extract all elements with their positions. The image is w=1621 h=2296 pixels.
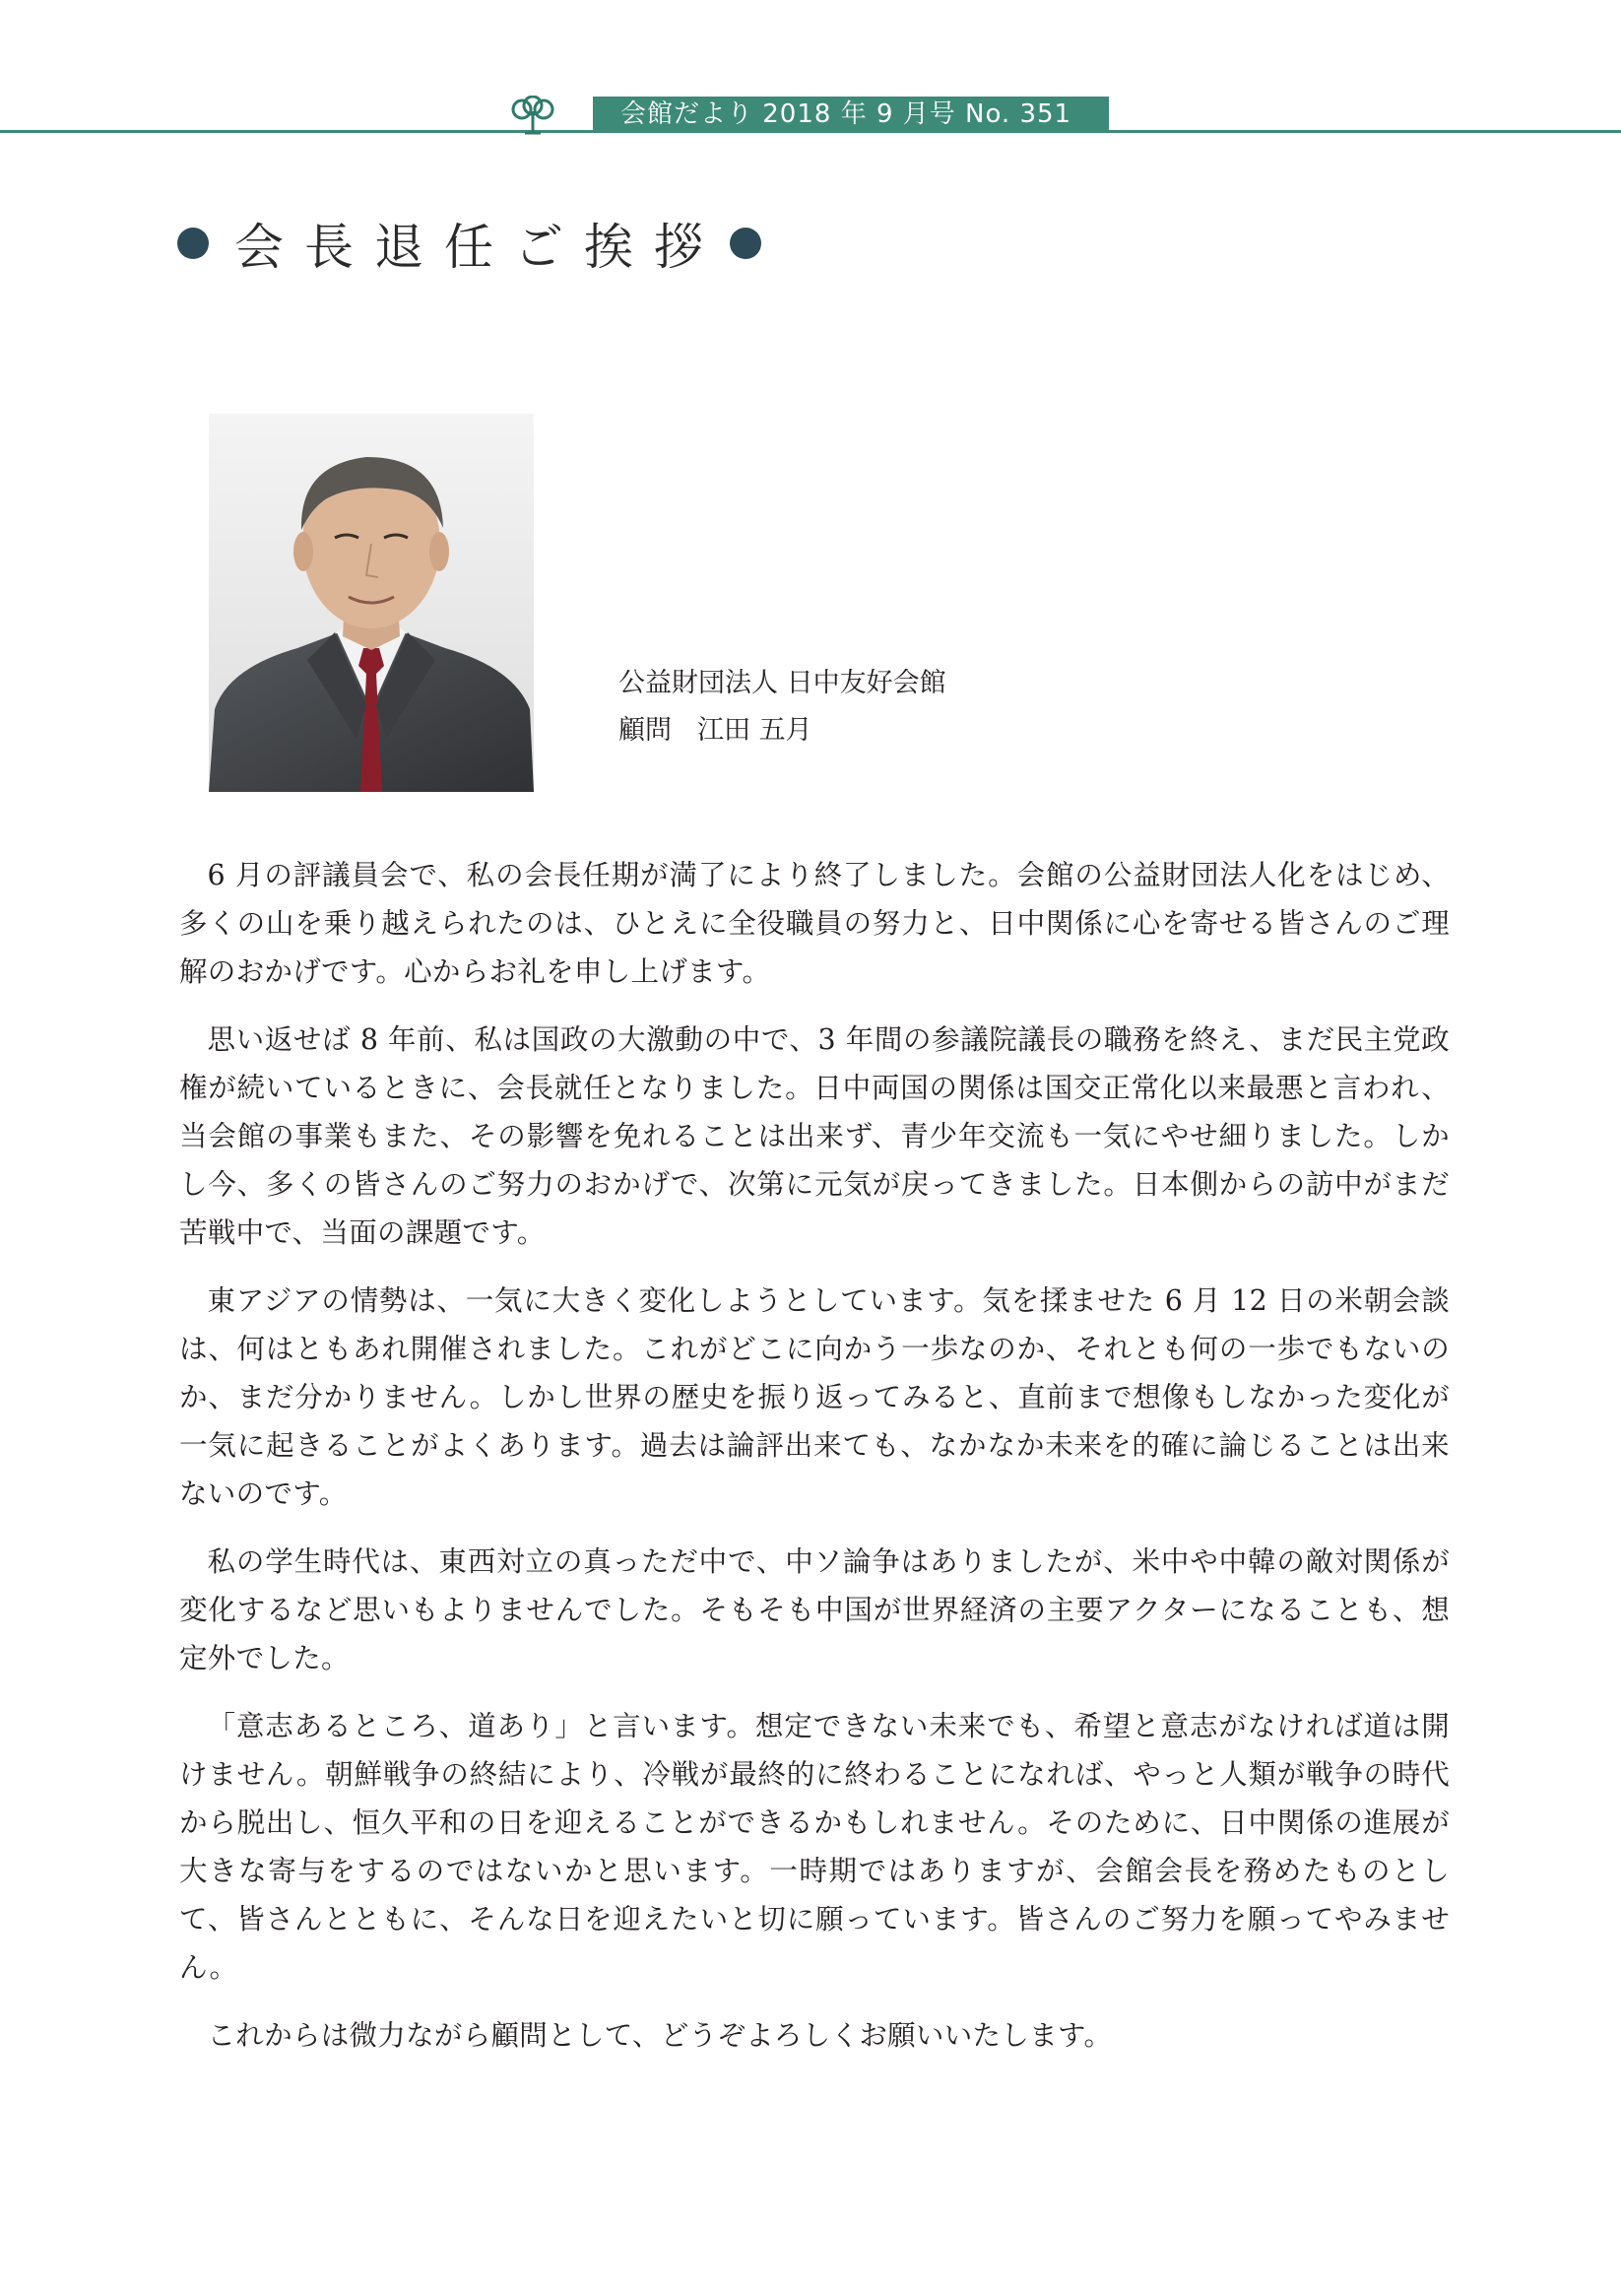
title-bullet-left xyxy=(177,228,209,259)
tree-logo-icon xyxy=(510,96,555,135)
author-role: 顧問 xyxy=(618,715,672,746)
article-paragraph: 6 月の評議員会で、私の会長任期が満了により終了しました。会館の公益財団法人化をはじめ、多くの山を乗り越えられたのは、ひとえに全役職員の努力と、日中関係に心を寄せる皆さんのご理解のおかげです。心からお礼を申し上げます。 xyxy=(179,859,1450,988)
page-title-text: 会長退任ご挨拶 xyxy=(234,219,724,276)
article-paragraph: 私の学生時代は、東西対立の真っただ中で、中ソ論争はありましたが、米中や中韓の敵対関係が変化するなど思いもよりませんでした。そもそも中国が世界経済の主要アクターになることも、想定外でした。 xyxy=(179,1545,1450,1674)
article-paragraph: 思い返せば 8 年前、私は国政の大激動の中で、3 年間の参議院議長の職務を終え、まだ民主党政権が続いているときに、会長就任となりました。日中両国の関係は国交正常化以来最悪と言われ、当会館の事業もまた、その影響を免れることは出来ず、青少年交流も一気にやせ細りました。しかし今、多くの皆さんのご努力のおかげで、次第に元気が戻ってきました。日本側からの訪中がまだ苦戦中で、当面の課題です。 xyxy=(179,1023,1450,1249)
author-role-name xyxy=(618,707,946,754)
author-name: 江田 五月 xyxy=(697,715,812,746)
article-body xyxy=(179,851,1450,2079)
page-title xyxy=(177,209,761,278)
author-byline xyxy=(618,660,946,754)
portrait-photo xyxy=(209,414,534,792)
article-paragraph: これからは微力ながら顧問として、どうぞよろしくお願いいたします。 xyxy=(207,2019,1113,2052)
article-paragraph: 「意志あるところ、道あり」と言います。想定できない未来でも、希望と意志がなければ道は開けません。朝鮮戦争の終結により、冷戦が最終的に終わることになれば、やっと人類が戦争の時代から脱出し、恒久平和の日を迎えることができるかもしれません。そのために、日中関係の進展が大きな寄与をするのではないかと思います。一時期ではありますが、会館会長を務めたものとして、皆さんとともに、そんな日を迎えたいと切に願っています。皆さんのご努力を願ってやみません。 xyxy=(179,1710,1450,1984)
title-bullet-right xyxy=(730,228,761,259)
author-organization: 公益財団法人 日中友好会館 xyxy=(618,668,946,698)
newsletter-issue-banner: 会館だより 2018 年 9 月号 No. 351 xyxy=(593,97,1109,133)
article-paragraph: 東アジアの情勢は、一気に大きく変化しようとしています。気を揉ませた 6 月 12 日の米朝会談は、何はともあれ開催されました。これがどこに向かう一歩なのか、それとも何の一歩でもないのか、まだ分かりません。しかし世界の歴史を振り返ってみると、直前まで想像もしなかった変化が一気に起きることがよくあります。過去は論評出来ても、なかなか未来を的確に論じることは出来ないのです。 xyxy=(179,1284,1450,1510)
